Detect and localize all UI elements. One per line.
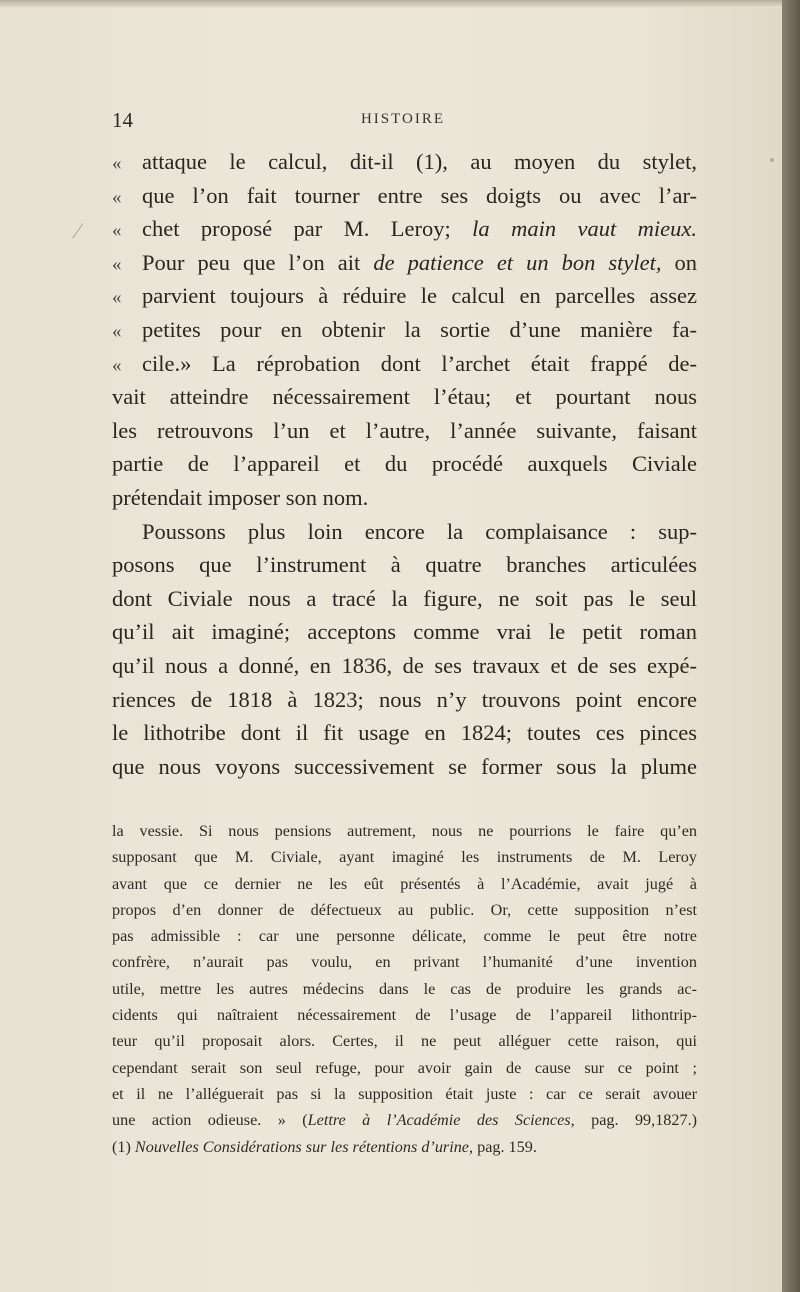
text-line (112, 481, 697, 515)
text-line (112, 313, 697, 347)
text-line (112, 750, 697, 784)
text-line (112, 145, 697, 179)
line-text: vait atteindre nécessairement l’étau; et pourtant nous (112, 384, 697, 410)
italic-text: de patience et un bon stylet, (373, 249, 662, 275)
footnote-line (112, 1134, 697, 1160)
running-head (112, 108, 694, 132)
line-text: pag. 159. (473, 1137, 537, 1156)
text-line (112, 347, 697, 381)
line-text: Poussons plus loin encore la complaisance : sup- (142, 518, 697, 544)
line-text: (1) (112, 1137, 135, 1156)
line-text: que l’on fait tourner entre ses doigts ou avec l’ar- (142, 182, 697, 208)
line-text: prétendait imposer son nom. (112, 484, 369, 510)
guillemet-mark: « (112, 354, 122, 376)
line-text: et il ne l’alléguerait pas si la supposition était juste : car ce serait avouer (112, 1084, 697, 1103)
main-text (112, 145, 697, 783)
line-text: parvient toujours à réduire le calcul en parcelles assez (142, 283, 697, 309)
line-text: utile, mettre les autres médecins dans le cas de produire les grands ac- (112, 979, 697, 998)
text-line (112, 582, 697, 616)
text-line (112, 279, 697, 313)
guillemet-mark: « (112, 220, 122, 242)
footnote-line (112, 1107, 697, 1133)
line-text: cidents qui naîtraient nécessairement de l’usage de l’appareil lithontrip- (112, 1006, 697, 1025)
line-text: chet proposé par M. Leroy; (142, 216, 473, 242)
line-text: supposant que M. Civiale, ayant imaginé les instruments de M. Leroy (112, 848, 697, 867)
line-text: petites pour en obtenir la sortie d’une manière fa- (142, 316, 697, 342)
italic-text: Lettre à l’Académie des Sciences, (307, 1111, 575, 1130)
text-line (112, 548, 697, 582)
guillemet-mark: « (112, 287, 122, 309)
line-text: on (661, 249, 698, 275)
footnote-line (112, 1002, 697, 1028)
line-text: pag. 99,1827.) (574, 1111, 698, 1130)
line-text: teur qu’il proposait alors. Certes, il ne peut alléguer cette raison, qui (112, 1032, 697, 1051)
line-text: qu’il ait imaginé; acceptons comme vrai le petit roman (112, 619, 697, 645)
footnote-line (112, 949, 697, 975)
text-line (112, 246, 697, 280)
line-text: dont Civiale nous a tracé la figure, ne soit pas le seul (112, 585, 697, 611)
text-line (112, 447, 697, 481)
line-text: que nous voyons successivement se former sous la plume (112, 753, 697, 779)
text-line (112, 683, 697, 717)
footnote-line (112, 897, 697, 923)
line-text: le lithotribe dont il fit usage en 1824; toutes ces pinces (112, 720, 697, 746)
page-number: 14 (112, 108, 133, 132)
footnote-line (112, 818, 697, 844)
italic-text: la main vaut mieux. (472, 216, 698, 242)
line-text: Pour peu que l’on ait (142, 249, 374, 275)
line-text: posons que l’instrument à quatre branches articulées (112, 552, 697, 578)
line-text: partie de l’appareil et du procédé auxquels Civiale (112, 451, 697, 477)
line-text: la vessie. Si nous pensions autrement, nous ne pourrions le faire qu’en (112, 822, 697, 840)
line-text: riences de 1818 à 1823; nous n’y trouvons point encore (112, 686, 697, 712)
page-top-edge (0, 0, 782, 8)
text-line (112, 515, 697, 549)
line-text: pas admissible : car une personne délicate, comme le peut être notre (112, 927, 697, 946)
guillemet-mark: « (112, 320, 122, 342)
line-text: les retrouvons l’un et l’autre, l’année suivante, faisant (112, 417, 697, 443)
book-spine-edge (782, 0, 800, 1292)
line-text: confrère, n’aurait pas voulu, en privant l’humanité d’une invention (112, 953, 697, 972)
line-text: attaque le calcul, dit-il (1), au moyen du stylet, (142, 149, 697, 174)
footnote-line (112, 976, 697, 1002)
line-text: cependant serait son seul refuge, pour avoir gain de cause sur ce point ; (112, 1058, 697, 1077)
footnote-line (112, 844, 697, 870)
margin-pencil-mark: ⁄ (76, 218, 80, 243)
text-line (112, 380, 697, 414)
text-line (112, 615, 697, 649)
footnote-line (112, 871, 697, 897)
italic-text: Nouvelles Considérations sur les rétentions d’urine, (134, 1137, 474, 1156)
line-text: avant que ce dernier ne les eût présentés à l’Académie, avait jugé à (112, 874, 697, 893)
text-line (112, 716, 697, 750)
text-line (112, 414, 697, 448)
guillemet-mark: « (112, 186, 122, 208)
text-line (112, 179, 697, 213)
line-text: une action odieuse. » ( (112, 1111, 308, 1130)
running-title: HISTOIRE (360, 111, 446, 127)
guillemet-mark: « (112, 153, 122, 174)
guillemet-mark: « (112, 253, 122, 275)
footnote-line (112, 1055, 697, 1081)
line-text: propos d’en donner de défectueux au public. Or, cette supposition n’est (112, 900, 697, 919)
footnote-line (112, 1028, 697, 1054)
footnote-line (112, 1081, 697, 1107)
line-text: cile.» La réprobation dont l’archet était frappé de- (142, 350, 697, 376)
text-line (112, 212, 697, 246)
line-text: qu’il nous a donné, en 1836, de ses travaux et de ses expé- (112, 652, 697, 678)
footnote (112, 818, 697, 1160)
paper-speck (770, 158, 774, 162)
footnote-line (112, 923, 697, 949)
text-line (112, 649, 697, 683)
